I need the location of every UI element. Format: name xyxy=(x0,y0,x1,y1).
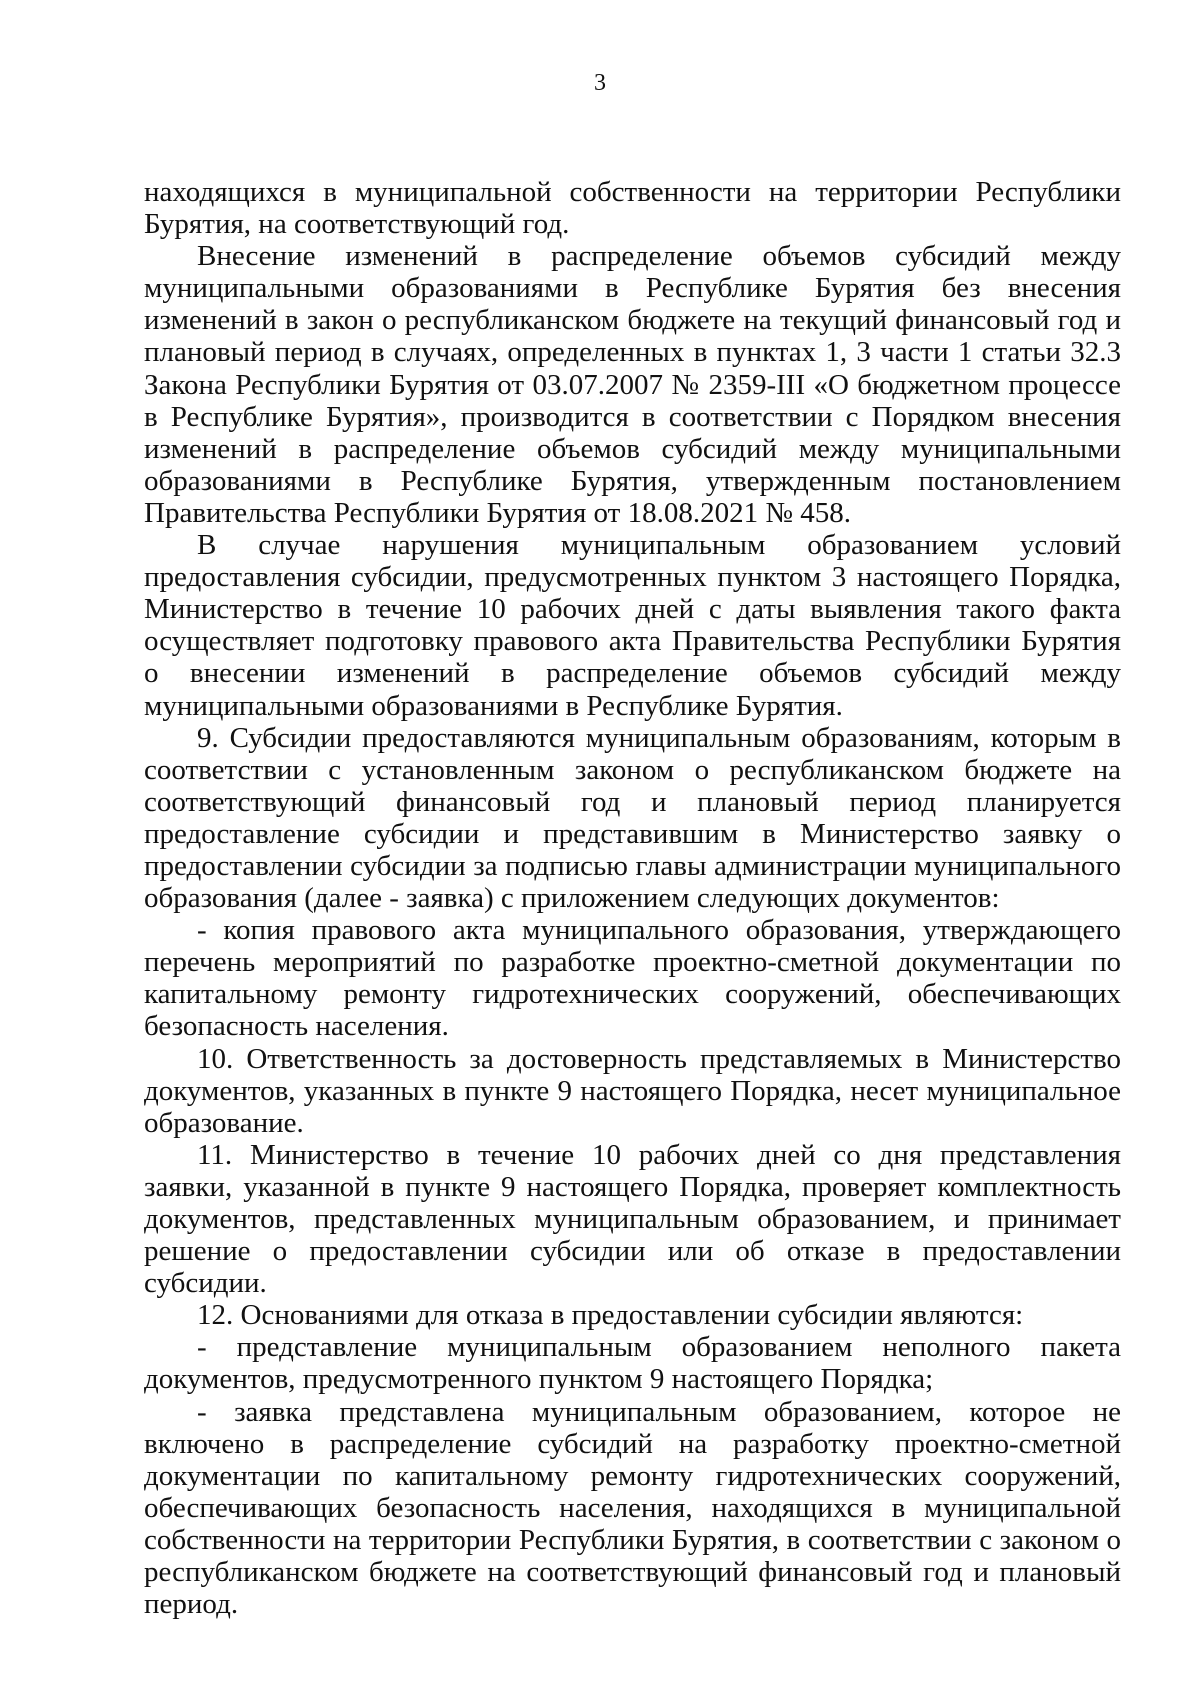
paragraph-item-9-document: - копия правового акта муниципального образования, утверждающего перечень мероприятий по разработке проектно-сметной документации по капитальному ремонту гидротехнических сооружений, обеспечивающих безопасность населения. xyxy=(144,914,1121,1043)
paragraph-item-12: 12. Основаниями для отказа в предоставлении субсидии являются: xyxy=(197,1299,1024,1332)
paragraph-item-11: 11. Министерство в течение 10 рабочих дней со дня представления заявки, указанной в пункте 9 настоящего Порядка, проверяет комплектность документов, представленных муниципальным образованием, и принимает решение о предоставлении субсидии или об отказе в предоставлении субсидии. xyxy=(144,1138,1121,1300)
paragraph-continuation: находящихся в муниципальной собственности на территории Республики Бурятия, на соответствующий год. xyxy=(144,176,1121,241)
paragraph-item-12-ground-1: - представление муниципальным образованием неполного пакета документов, предусмотренного пунктом 9 настоящего Порядка; xyxy=(144,1331,1121,1396)
document-body xyxy=(144,176,1121,1620)
paragraph-item-12-ground-2: - заявка представлена муниципальным образованием, которое не включено в распределение субсидий на разработку проектно-сметной документации по капитальному ремонту гидротехнических сооружений, обеспечивающих безопасность населения, находящихся в муниципальной собственности на территории Республики Бурятия, в соответствии с законом о республиканском бюджете на соответствующий финансовый год и плановый период. xyxy=(144,1395,1121,1621)
paragraph-subsidy-redistribution: Внесение изменений в распределение объемов субсидий между муниципальными образованиями в Республике Бурятия без внесения изменений в закон о республиканском бюджете на текущий финансовый год и плановый период в случаях, определенных в пунктах 1, 3 части 1 статьи 32.3 Закона Республики Бурятия от 03.07.2007 № 2359-III «О бюджетном процессе в Республике Бурятия», производится в соответствии с Порядком внесения изменений в распределение объемов субсидий между муниципальными образованиями в Республике Бурятия, утвержденным постановлением Правительства Республики Бурятия от 18.08.2021 № 458. xyxy=(144,240,1121,529)
paragraph-item-9: 9. Субсидии предоставляются муниципальным образованиям, которым в соответствии с установленным законом о республиканском бюджете на соответствующий финансовый год и плановый период планируется предоставление субсидии и представившим в Министерство заявку о предоставлении субсидии за подписью главы администрации муниципального образования (далее - заявка) с приложением следующих документов: xyxy=(144,721,1121,915)
paragraph-violation-conditions: В случае нарушения муниципальным образованием условий предоставления субсидии, предусмотренных пунктом 3 настоящего Порядка, Министерство в течение 10 рабочих дней с даты выявления такого факта осуществляет подготовку правового акта Правительства Республики Бурятия о внесении изменений в распределение объемов субсидий между муниципальными образованиями в Республике Бурятия. xyxy=(144,529,1121,722)
paragraph-item-10: 10. Ответственность за достоверность представляемых в Министерство документов, указанных в пункте 9 настоящего Порядка, несет муниципальное образование. xyxy=(144,1042,1121,1139)
page-number: 3 xyxy=(594,70,606,96)
